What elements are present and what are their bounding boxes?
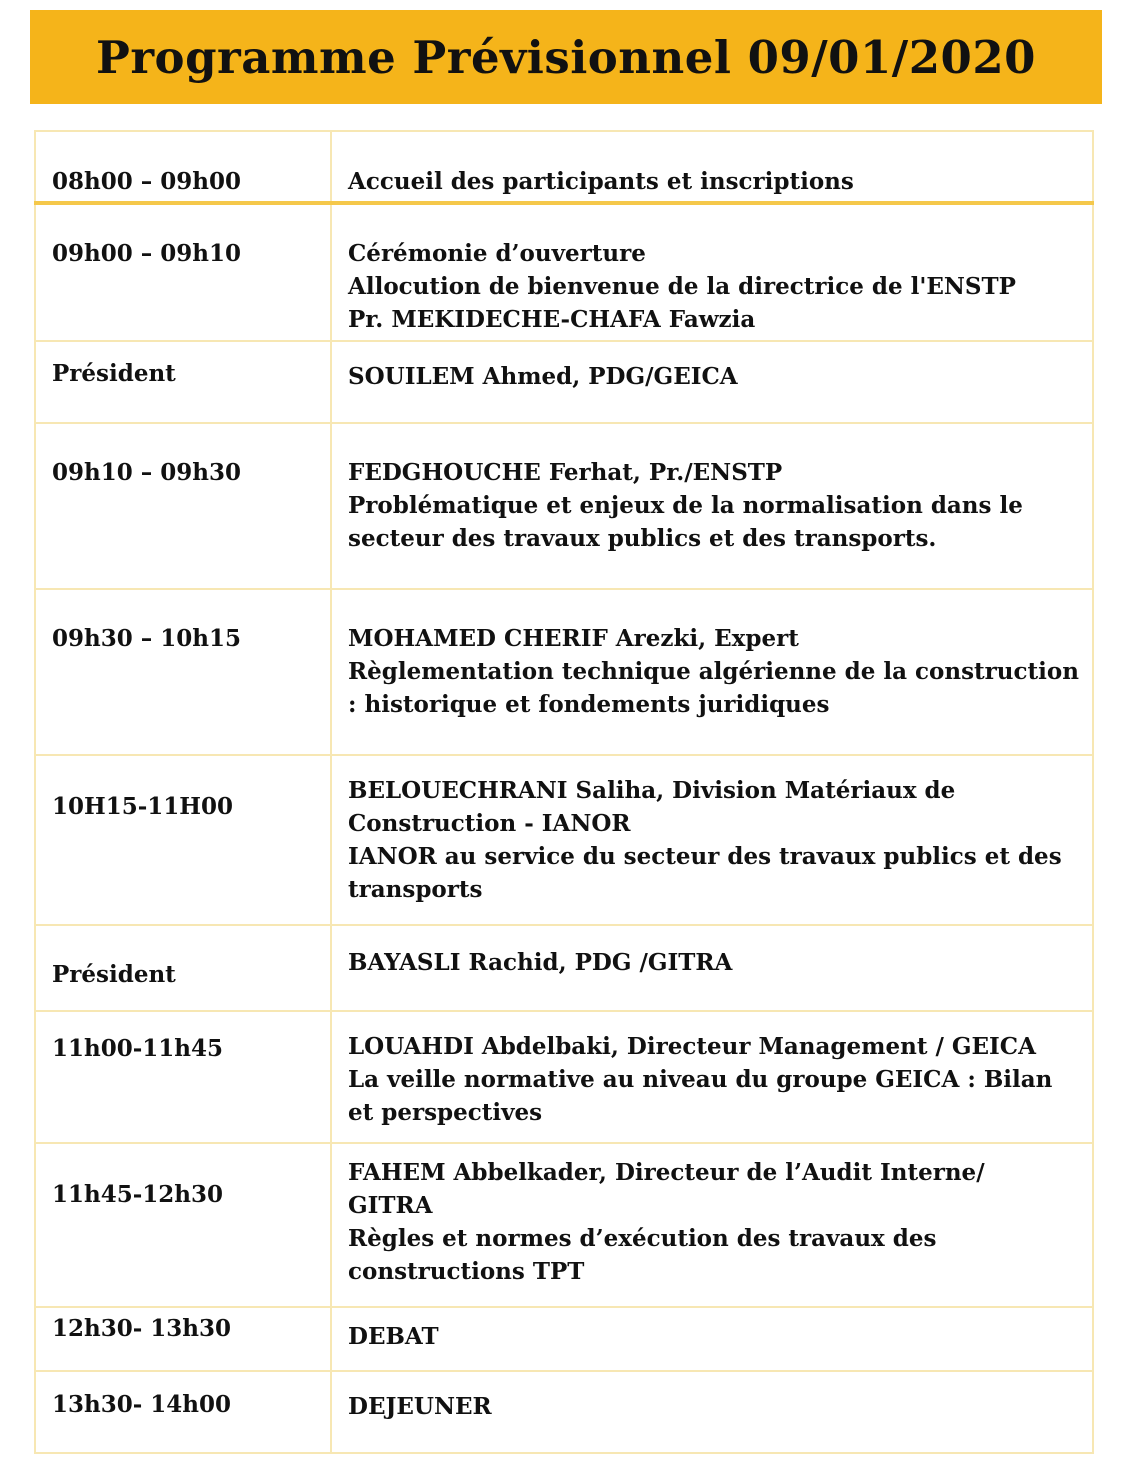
schedule-row [35,589,1093,755]
time-slot: 09h30 – 10h15 [52,625,241,652]
description-cell [331,341,1093,423]
time-cell [35,341,331,423]
title-banner [30,10,1102,104]
description-cell [331,755,1093,925]
description-line: DEJEUNER [348,1393,492,1420]
time-slot: 09h00 – 09h10 [52,240,241,267]
description-line: La veille normative au niveau du groupe GEICA : Bilan [348,1066,1053,1093]
schedule-row [35,341,1093,423]
schedule-row [35,755,1093,925]
description-line: secteur des travaux publics et des transports. [348,525,937,552]
time-cell [35,1371,331,1453]
description-line: FEDGHOUCHE Ferhat, Pr./ENSTP [348,459,783,486]
description-cell [331,1307,1093,1371]
description-line: Règles et normes d’exécution des travaux des [348,1225,937,1252]
schedule-row [35,1143,1093,1307]
description-cell [331,423,1093,589]
time-slot: 08h00 – 09h00 [52,168,241,195]
description-line: et perspectives [348,1099,543,1126]
description-cell [331,1371,1093,1453]
time-cell [35,131,331,203]
president-label: Président [52,961,176,988]
description-cell [331,1011,1093,1143]
president-label: Président [52,360,176,387]
time-cell [35,1307,331,1371]
description-line: MOHAMED CHERIF Arezki, Expert [348,625,799,652]
time-cell [35,203,331,341]
time-slot: 12h30- 13h30 [52,1315,232,1342]
time-cell [35,1011,331,1143]
time-slot: 10H15-11H00 [52,793,234,820]
description-line: IANOR au service du secteur des travaux publics et des [348,843,1062,870]
description-cell [331,1143,1093,1307]
schedule-row [35,925,1093,1011]
description-line: Pr. MEKIDECHE-CHAFA Fawzia [348,306,756,333]
description-line: Problématique et enjeux de la normalisation dans le [348,492,1023,519]
description-cell [331,925,1093,1011]
schedule-row [35,423,1093,589]
time-cell [35,589,331,755]
description-line: constructions TPT [348,1258,585,1285]
schedule-table [34,130,1094,1454]
description-line: GITRA [348,1192,433,1219]
description-line: BELOUECHRANI Saliha, Division Matériaux de [348,777,956,804]
time-cell [35,925,331,1011]
description-line: Cérémonie d’ouverture [348,240,646,267]
time-cell [35,1143,331,1307]
schedule-row [35,1011,1093,1143]
description-line: Construction - IANOR [348,810,631,837]
time-slot: 13h30- 14h00 [52,1391,232,1418]
description-line: SOUILEM Ahmed, PDG/GEICA [348,363,738,390]
description-cell [331,131,1093,203]
description-line: Allocution de bienvenue de la directrice de l'ENSTP [348,273,1016,300]
description-cell [331,589,1093,755]
time-cell [35,423,331,589]
schedule-row [35,203,1093,341]
schedule-row [35,1307,1093,1371]
time-slot: 11h45-12h30 [52,1181,224,1208]
time-slot: 11h00-11h45 [52,1035,224,1062]
description-cell [331,203,1093,341]
time-slot: 09h10 – 09h30 [52,459,241,486]
description-line: transports [348,876,483,903]
description-line: FAHEM Abbelkader, Directeur de l’Audit Interne/ [348,1159,985,1186]
description-line: DEBAT [348,1323,439,1350]
time-cell [35,755,331,925]
description-line: LOUAHDI Abdelbaki, Directeur Management / GEICA [348,1033,1036,1060]
description-line: BAYASLI Rachid, PDG /GITRA [348,949,733,976]
description-line: Règlementation technique algérienne de la construction [348,658,1079,685]
page-title: Programme Prévisionnel 09/01/2020 [96,30,1036,84]
description-line: Accueil des participants et inscriptions [348,168,854,195]
schedule-row [35,1371,1093,1453]
description-line: : historique et fondements juridiques [348,691,830,718]
schedule-row [35,131,1093,203]
